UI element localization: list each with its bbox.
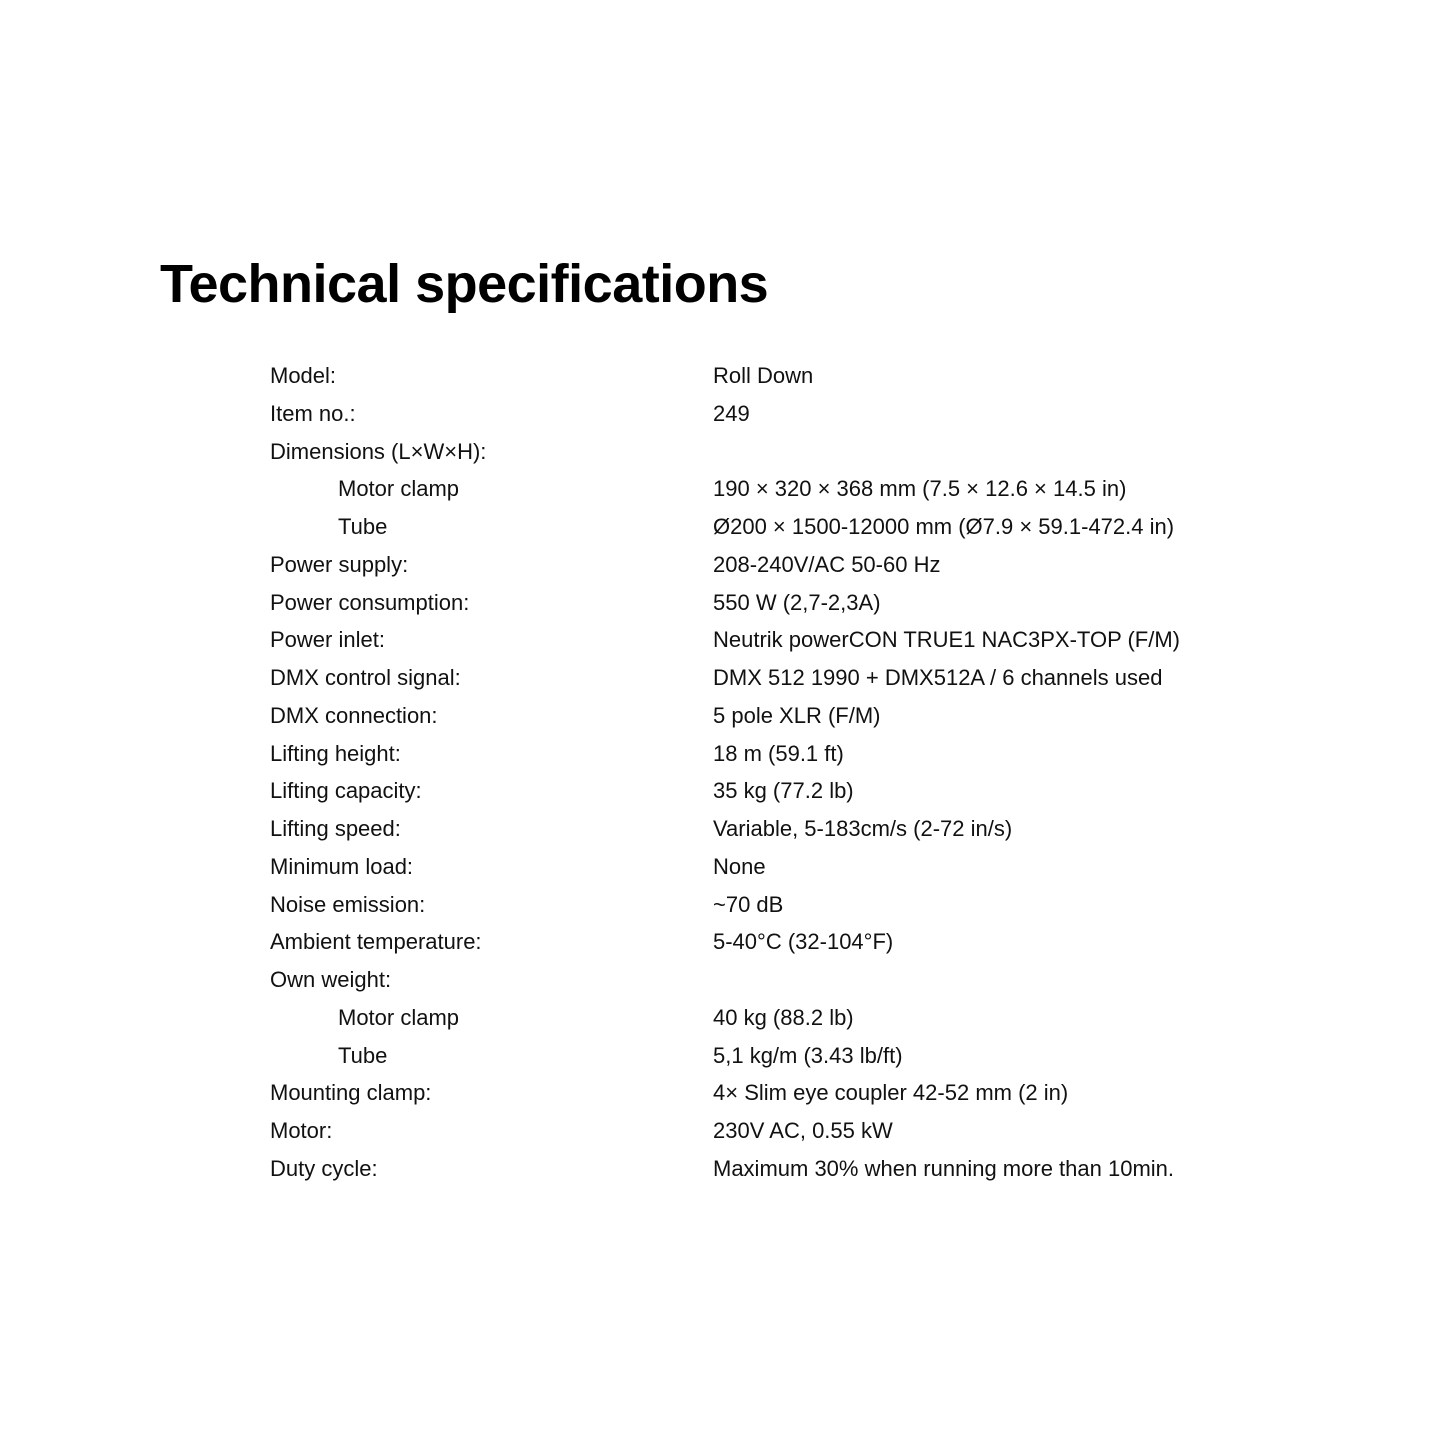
spec-label: Motor clamp xyxy=(338,476,460,502)
spec-label: Noise emission: xyxy=(270,891,426,917)
spec-label: Power inlet: xyxy=(270,627,385,653)
spec-value: 18 m (59.1 ft) xyxy=(713,740,844,766)
spec-value: Neutrik powerCON TRUE1 NAC3PX-TOP (F/M) xyxy=(713,627,1180,653)
spec-label: Item no.: xyxy=(270,400,356,426)
spec-label: DMX control signal: xyxy=(270,665,461,690)
spec-row xyxy=(270,433,1270,471)
spec-value: None xyxy=(713,853,766,879)
spec-row xyxy=(270,810,1270,848)
spec-label: Mounting clamp: xyxy=(270,1080,432,1106)
spec-row xyxy=(270,395,1270,433)
spec-label: Tube xyxy=(338,1042,388,1068)
page-title: Technical specifications xyxy=(160,254,769,314)
spec-value: 5,1 kg/m (3.43 lb/ft) xyxy=(713,1042,903,1068)
spec-value: Maximum 30% when running more than 10min. xyxy=(713,1155,1175,1181)
spec-label: Model: xyxy=(270,363,337,388)
spec-label: Power supply: xyxy=(270,551,409,577)
spec-row xyxy=(270,470,1270,508)
spec-value: 190 × 320 × 368 mm (7.5 × 12.6 × 14.5 in) xyxy=(713,476,1127,502)
spec-value: Ø200 × 1500-12000 mm (Ø7.9 × 59.1-472.4 in) xyxy=(713,514,1175,539)
spec-row xyxy=(270,508,1270,546)
spec-value: ~70 dB xyxy=(713,891,784,917)
spec-value: 40 kg (88.2 lb) xyxy=(713,1004,854,1030)
spec-label: Duty cycle: xyxy=(270,1155,378,1181)
spec-value: 35 kg (77.2 lb) xyxy=(713,778,854,804)
spec-value: DMX 512 1990 + DMX512A / 6 channels used xyxy=(713,665,1163,690)
spec-label: Ambient temperature: xyxy=(270,929,482,955)
spec-label: Lifting height: xyxy=(270,740,401,766)
spec-value: 249 xyxy=(713,400,750,426)
spec-value: 4× Slim eye coupler 42-52 mm (2 in) xyxy=(713,1080,1069,1106)
spec-row xyxy=(270,923,1270,961)
spec-label: Motor clamp xyxy=(338,1004,460,1030)
spec-label: Own weight: xyxy=(270,967,392,992)
spec-row xyxy=(270,961,1270,999)
spec-row xyxy=(270,621,1270,659)
spec-row xyxy=(270,1037,1270,1075)
spec-label: Minimum load: xyxy=(270,853,414,879)
spec-label: Dimensions (L×W×H): xyxy=(270,438,487,464)
spec-row xyxy=(270,999,1270,1037)
spec-value: 230V AC, 0.55 kW xyxy=(713,1118,893,1143)
spec-row xyxy=(270,357,1270,395)
spec-value: 550 W (2,7-2,3A) xyxy=(713,589,881,615)
spec-row xyxy=(270,848,1270,886)
spec-row xyxy=(270,772,1270,810)
spec-value: 208-240V/AC 50-60 Hz xyxy=(713,551,941,577)
spec-row xyxy=(270,1150,1270,1188)
spec-label: Tube xyxy=(338,514,388,539)
spec-value: Roll Down xyxy=(713,363,814,388)
spec-value: 5 pole XLR (F/M) xyxy=(713,702,881,728)
spec-table xyxy=(270,357,1270,1188)
spec-label: DMX connection: xyxy=(270,702,438,728)
spec-label: Lifting speed: xyxy=(270,816,401,841)
spec-row xyxy=(270,697,1270,735)
spec-label: Motor: xyxy=(270,1118,333,1143)
spec-row xyxy=(270,546,1270,584)
spec-row xyxy=(270,584,1270,622)
spec-value: Variable, 5-183cm/s (2-72 in/s) xyxy=(713,816,1013,841)
spec-row xyxy=(270,735,1270,773)
spec-label: Power consumption: xyxy=(270,589,470,615)
spec-row xyxy=(270,1074,1270,1112)
spec-row xyxy=(270,1112,1270,1150)
spec-label: Lifting capacity: xyxy=(270,778,422,804)
spec-row xyxy=(270,659,1270,697)
spec-value: 5-40°C (32-104°F) xyxy=(713,929,894,955)
spec-row xyxy=(270,886,1270,924)
